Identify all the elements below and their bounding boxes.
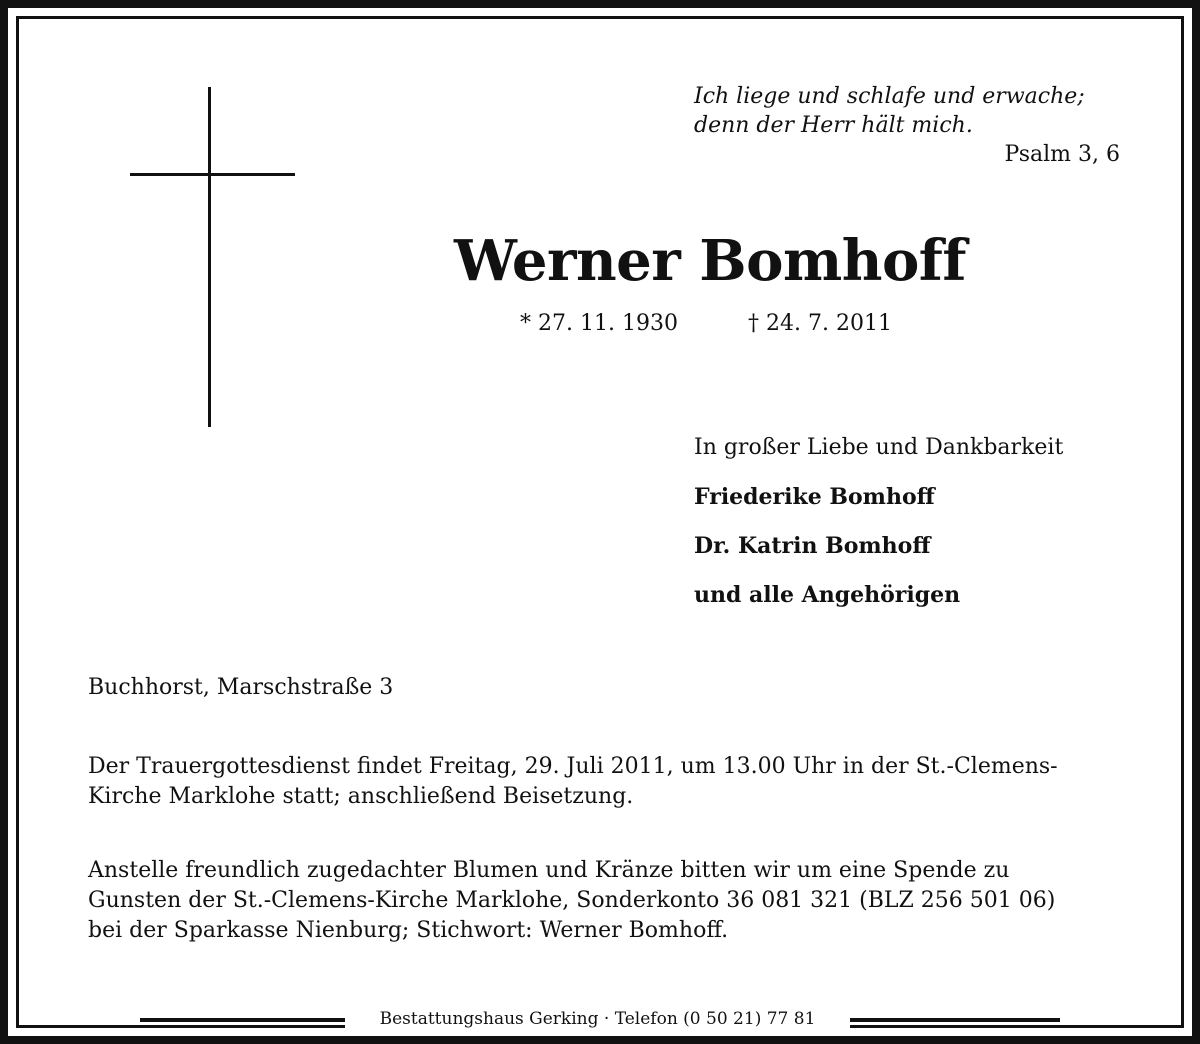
mourners-block (694, 432, 1154, 628)
funeral-home-footer: Bestattungshaus Gerking · Telefon (0 50 21) 77 81 (345, 1006, 850, 1032)
deceased-name: Werner Bomhoff (454, 228, 966, 294)
cross-horizontal-bar (130, 173, 295, 176)
mourners-intro: In großer Liebe und Dankbarkeit (694, 435, 1064, 460)
mourner-name: Dr. Katrin Bomhoff (694, 533, 931, 559)
psalm-reference: Psalm 3, 6 (1004, 142, 1120, 167)
funeral-service-line-2: Kirche Marklohe statt; anschließend Beisetzung. (88, 784, 634, 809)
funeral-service-line-1: Der Trauergottesdienst findet Freitag, 29. Juli 2011, um 13.00 Uhr in der St.-Clemens- (88, 754, 1058, 779)
mourner-name: und alle Angehörigen (694, 582, 961, 608)
donation-notice (88, 856, 1138, 946)
cross-vertical-bar (208, 87, 211, 427)
psalm-verse-line-1: Ich liege und schlafe und erwache; (694, 84, 1085, 109)
funeral-service-notice (88, 752, 1138, 812)
donation-line-1: Anstelle freundlich zugedachter Blumen und Kränze bitten wir um eine Spende zu (88, 858, 1010, 883)
psalm-verse (694, 82, 1124, 140)
birth-date: * 27. 11. 1930 (520, 311, 678, 336)
donation-line-3: bei der Sparkasse Nienburg; Stichwort: Werner Bomhoff. (88, 918, 729, 943)
mourner-name: Friederike Bomhoff (694, 484, 935, 510)
donation-line-2: Gunsten der St.-Clemens-Kirche Marklohe, Sonderkonto 36 081 321 (BLZ 256 501 06) (88, 888, 1056, 913)
psalm-verse-line-2: denn der Herr hält mich. (694, 113, 973, 138)
footer-rule-right (850, 1018, 1060, 1022)
death-date: † 24. 7. 2011 (748, 311, 892, 336)
family-address: Buchhorst, Marschstraße 3 (88, 675, 394, 700)
footer-rule-left (140, 1018, 345, 1022)
